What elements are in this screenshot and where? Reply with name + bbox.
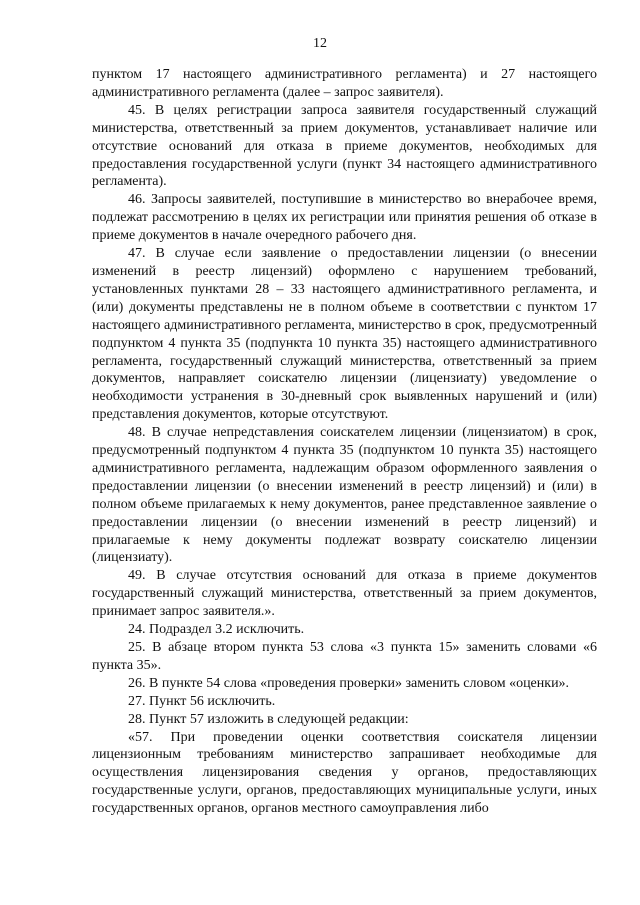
paragraph-item-26: 26. В пункте 54 слова «проведения проверки» заменить словом «оценки».	[128, 675, 570, 691]
paragraph-item-25: 25. В абзаце втором пункта 53 слова «3 пункта 15» заменить словами «6 пункта 35».	[92, 640, 597, 673]
paragraph-49: 49. В случае отсутствия оснований для отказа в приеме документов государственный служащий министерства, ответственный за прием документов, принимает запрос заявителя.».	[92, 568, 597, 620]
document-body	[92, 66, 597, 818]
paragraph-continuation: пунктом 17 настоящего административного регламента) и 27 настоящего административного регламента (далее – запрос заявителя).	[92, 67, 597, 100]
paragraph-46: 46. Запросы заявителей, поступившие в министерство во внерабочее время, подлежат рассмотрению в целях их регистрации или принятия решения об отказе в приеме документов в начале очередного рабочего дня.	[92, 192, 597, 244]
paragraph-45: 45. В целях регистрации запроса заявителя государственный служащий министерства, ответственный за прием документов, устанавливает наличие или отсутствие оснований для отказа в приеме документов, необходимых для предоставления государственной услуги (пункт 34 настоящего административного регламента).	[92, 102, 597, 190]
paragraph-item-24: 24. Подраздел 3.2 исключить.	[128, 622, 305, 638]
paragraph-48: 48. В случае непредставления соискателем лицензии (лицензиатом) в срок, предусмотренный подпунктом 4 пункта 35 (подпунктом 10 пункта 35) настоящего административного регламента, надлежащим образом оформленного заявления о предоставлении лицензии (о внесении изменений в реестр лицензий) и (или) в полном объеме прилагаемых к нему документов, ранее представленное заявление о предоставлении лицензии (о внесении изменений в реестр лицензий) и прилагаемые к нему документы подлежат возврату соискателю лицензии (лицензиату).	[92, 425, 597, 566]
paragraph-item-27: 27. Пункт 56 исключить.	[128, 693, 276, 709]
paragraph-57: «57. При проведении оценки соответствия соискателя лицензии лицензионным требованиям министерство запрашивает необходимые для осуществления лицензирования сведения у органов, предоставляющих государственные услуги, органов, предоставляющих муниципальные услуги, иных государственных органов, органов местного самоуправления либо	[92, 729, 597, 817]
paragraph-47: 47. В случае если заявление о предоставлении лицензии (о внесении изменений в реестр лицензий) оформлено с нарушением требований, установленных пунктами 28 – 33 настоящего административного регламента, и (или) документы представлены не в полном объеме в соответствии с пунктом 17 настоящего административного регламента, министерство в срок, предусмотренный подпунктом 4 пункта 35 (подпункта 10 пункта 35) настоящего административного регламента, государственный служащий министерства, ответственный за прием документов, направляет соискателю лицензии (лицензиату) уведомление о необходимости устранения в 30-дневный срок выявленных нарушений и (или) представления документов, которые отсутствуют.	[92, 246, 597, 423]
page-number: 12	[313, 36, 327, 51]
paragraph-item-28: 28. Пункт 57 изложить в следующей редакции:	[128, 711, 409, 727]
